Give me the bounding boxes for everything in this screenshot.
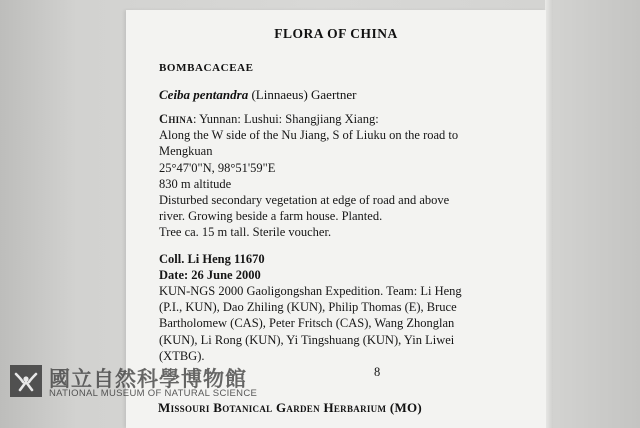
- expedition-line-2: (P.I., KUN), Dao Zhiling (KUN), Philip Thomas (E), Bruce: [159, 300, 457, 315]
- collection-date: Date: 26 June 2000: [159, 267, 261, 282]
- expedition-line-5: (XTBG).: [159, 348, 205, 363]
- museum-name-en: NATIONAL MUSEUM OF NATURAL SCIENCE: [49, 388, 258, 399]
- plant-description: Tree ca. 15 m tall. Sterile voucher.: [159, 225, 332, 240]
- locality-line-1: China: Yunnan: Lushui: Shangjiang Xiang:: [159, 112, 379, 126]
- coordinates: 25°47'0"N, 98°51'59"E: [159, 160, 276, 175]
- herbarium-footer: Missouri Botanical Garden Herbarium (MO): [158, 400, 423, 415]
- family-name: BOMBACACEAE: [159, 62, 254, 74]
- partial-line: 8: [374, 365, 381, 380]
- museum-logo-icon: [10, 365, 42, 397]
- expedition-line-3: Bartholomew (CAS), Peter Fritsch (CAS), Wang Zhonglan: [159, 316, 455, 331]
- expedition-line-4: (KUN), Li Rong (KUN), Yi Tingshuang (KUN), Yin Liwei: [159, 332, 455, 347]
- country: China: [159, 112, 194, 126]
- habitat-line-1: Disturbed secondary vegetation at edge of road and above: [159, 193, 450, 208]
- locality-line-3: Mengkuan: [159, 144, 213, 159]
- expedition-line-1: KUN-NGS 2000 Gaoligongshan Expedition. Team: Li Heng: [159, 284, 462, 299]
- scientific-name: Ceiba pentandra: [159, 87, 249, 102]
- locality-line-2: Along the W side of the Nu Jiang, S of Liuku on the road to: [159, 128, 459, 143]
- collector: Coll. Li Heng 11670: [159, 251, 265, 266]
- museum-name-zh: 國立自然科學博物館: [49, 367, 247, 391]
- altitude: 830 m altitude: [159, 176, 232, 191]
- sheet-edge: [545, 0, 553, 428]
- species-name: [159, 87, 357, 103]
- label-body: [159, 111, 534, 380]
- authority: (Linnaeus) Gaertner: [251, 87, 357, 102]
- habitat-line-2: river. Growing beside a farm house. Planted.: [159, 209, 383, 224]
- label-header: FLORA OF CHINA: [274, 26, 398, 41]
- museum-watermark: [8, 363, 270, 401]
